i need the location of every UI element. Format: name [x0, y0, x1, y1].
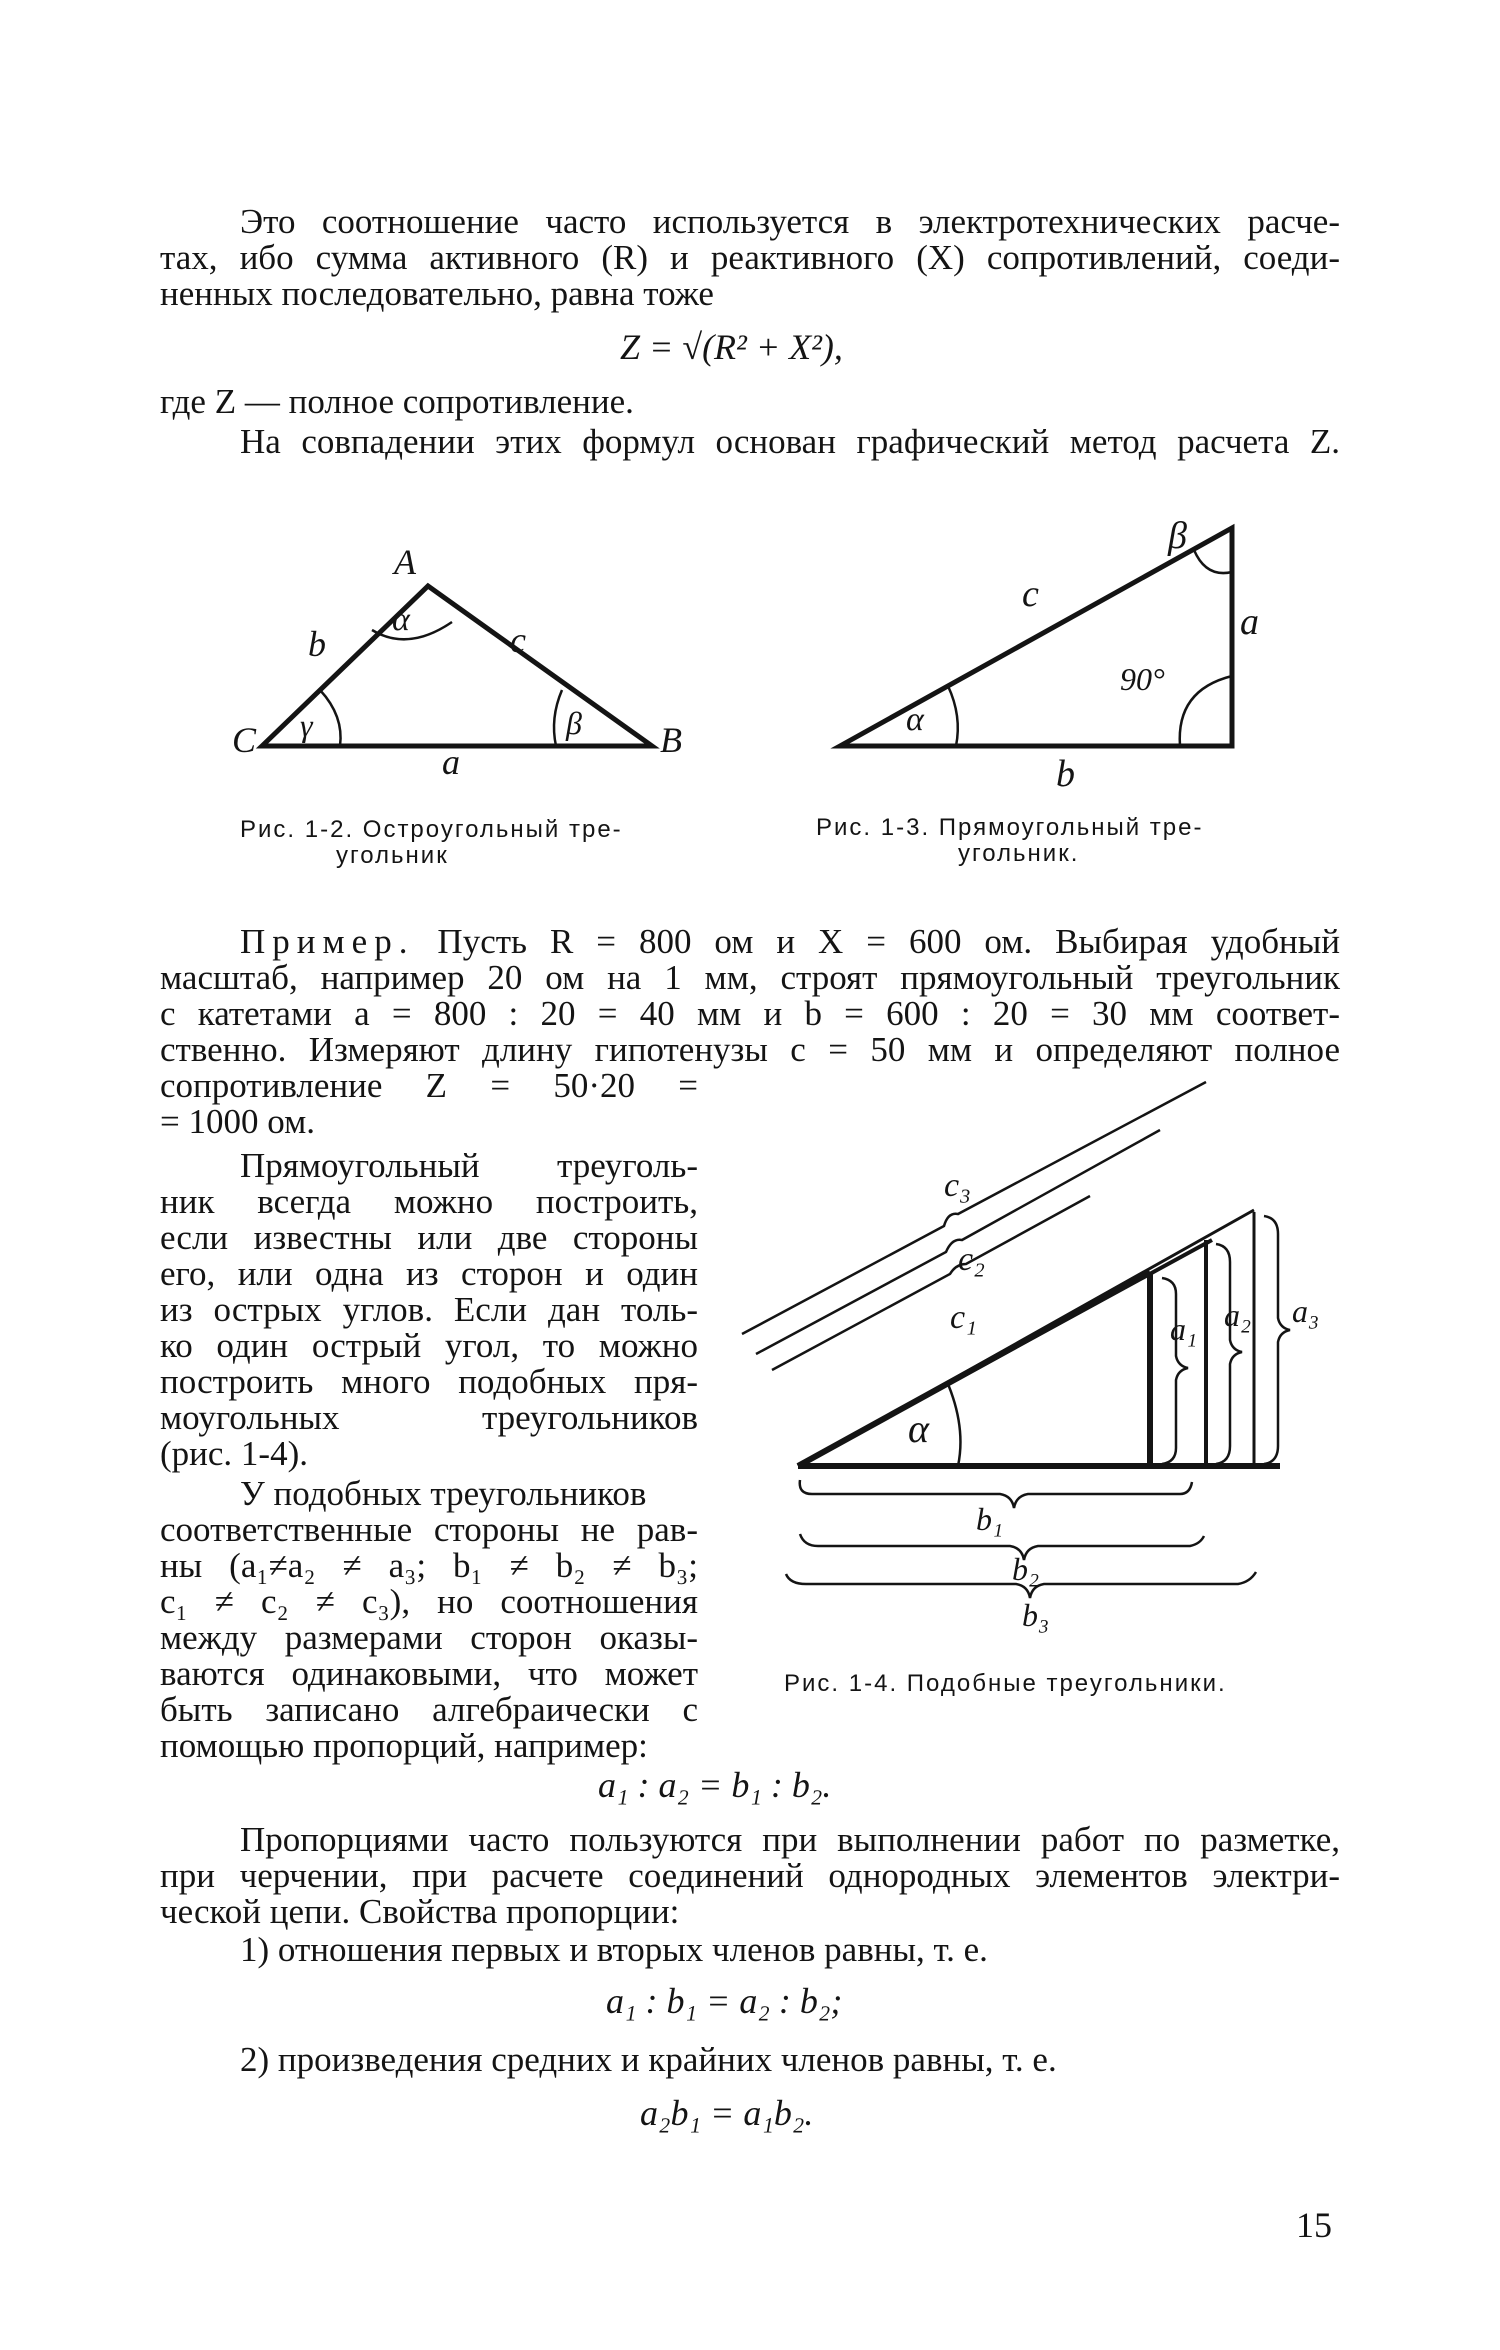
fig14-label-a1: a₁ — [1170, 1311, 1198, 1347]
example-line-5: сопротивление Z = 50·20 = — [160, 1066, 698, 1105]
fig14-brace-a1 — [1162, 1278, 1188, 1464]
formula-item-2: a₂b₁ = a₁b₂. — [640, 2093, 814, 2133]
column-line-6: ко один острый угол, то можно — [160, 1326, 698, 1365]
fig14-label-b2: b₂ — [1012, 1551, 1040, 1587]
fig14-label-a2: a₂ — [1224, 1297, 1252, 1333]
formula-item-1: a₁ : b₁ = a₂ : b₂; — [606, 1981, 843, 2021]
column-line-11: соответственные стороны не рав- — [160, 1510, 698, 1549]
fig14-label-b3: b₃ — [1022, 1597, 1050, 1633]
fig14-label-c2: c₂ — [958, 1241, 985, 1278]
list-item-2: 2) произведения средних и крайних членов равны, т. е. — [240, 2040, 1057, 2079]
fig13-label-b: b — [1056, 753, 1075, 795]
fig13-label-alpha: α — [906, 701, 924, 738]
column-line-2: ник всегда можно построить, — [160, 1182, 698, 1221]
example-label: Пример. — [240, 922, 415, 961]
page-number: 15 — [1296, 2205, 1332, 2245]
fig13-label-beta: β — [1168, 515, 1187, 557]
fig14-label-b1: b₁ — [976, 1501, 1004, 1537]
column-line-9: (рис. 1-4). — [160, 1434, 308, 1473]
fig14-brace-c3 — [742, 1082, 1206, 1334]
example-line-6: = 1000 ом. — [160, 1102, 315, 1141]
column-line-16: быть записано алгебраически с — [160, 1690, 698, 1729]
column-line-8: моугольных треугольников — [160, 1398, 698, 1437]
fig14-label-alpha: α — [908, 1406, 929, 1451]
paragraph-1-line-1: Это соотношение часто используется в электротехнических расче- — [240, 202, 1340, 241]
fig12-label-b: b — [308, 624, 326, 664]
column-line-15: ваются одинаковыми, что может — [160, 1654, 698, 1693]
example-line-1-text: Пусть R = 800 ом и X = 600 ом. Выбирая удобный — [414, 922, 1340, 961]
fig14-brace-c1 — [772, 1196, 1090, 1370]
fig14-brace-a3 — [1264, 1216, 1290, 1464]
list-item-1: 1) отношения первых и вторых членов равны, т. е. — [240, 1930, 988, 1969]
fig12-label-C: C — [232, 720, 257, 760]
fig12-label-a: a — [442, 742, 460, 782]
fig14-brace-a2 — [1216, 1244, 1242, 1464]
paragraph-1-line-3: ненных последовательно, равна тоже — [160, 274, 714, 313]
column-line-17: помощью пропорций, например: — [160, 1726, 648, 1765]
fig12-label-A: A — [394, 542, 416, 582]
example-line-4: ственно. Измеряют длину гипотенузы c = 50 мм и определяют полное — [160, 1030, 1340, 1069]
fig13-label-a: a — [1240, 601, 1259, 643]
example-line-3: с катетами a = 800 : 20 = 40 мм и b = 600 : 20 = 30 мм соответ- — [160, 994, 1340, 1033]
fig12-label-beta: β — [566, 705, 582, 741]
column-line-5: из острых углов. Если дан толь- — [160, 1290, 698, 1329]
fig12-label-gamma: γ — [300, 707, 313, 743]
column-line-7: построить много подобных пря- — [160, 1362, 698, 1401]
fig12-label-alpha: α — [392, 601, 410, 638]
fig13-label-right: 90° — [1120, 661, 1165, 697]
formula-impedance: Z = √(R² + X²), — [620, 327, 843, 367]
column-line-4: его, или одна из сторон и один — [160, 1254, 698, 1293]
paragraph-4-line-3: ческой цепи. Свойства пропорции: — [160, 1892, 680, 1931]
fig14-label-a3: a₃ — [1292, 1293, 1320, 1329]
column-line-10: У подобных треугольников — [240, 1474, 647, 1513]
column-line-3: если известны или две стороны — [160, 1218, 698, 1257]
figure-1-3-caption-line-1: Рис. 1-3. Прямоугольный тре- — [816, 814, 1204, 841]
paragraph-1-line-2: тах, ибо сумма активного (R) и реактивного (X) сопротивлений, соеди- — [160, 238, 1340, 277]
fig14-alpha-arc — [948, 1384, 960, 1466]
paragraph-4-line-1: Пропорциями часто пользуются при выполнении работ по разметке, — [240, 1820, 1340, 1859]
figure-1-3-caption-line-2: угольник. — [958, 840, 1080, 867]
paragraph-3: На совпадении этих формул основан графический метод расчета Z. — [240, 422, 1340, 461]
figure-1-4-caption: Рис. 1-4. Подобные треугольники. — [784, 1670, 1227, 1697]
figure-1-2-caption-line-1: Рис. 1-2. Остроугольный тре- — [240, 816, 623, 843]
example-line-2: масштаб, например 20 ом на 1 мм, строят прямоугольный треугольник — [160, 958, 1340, 997]
column-line-14: между размерами сторон оказы- — [160, 1618, 698, 1657]
column-line-12: ны (a₁≠a₂ ≠ a₃; b₁ ≠ b₂ ≠ b₃; — [160, 1546, 698, 1585]
fig14-label-c3: c₃ — [944, 1167, 971, 1204]
fig12-label-c: c — [510, 620, 526, 660]
formula-proportion: a₁ : a₂ = b₁ : b₂. — [598, 1765, 832, 1805]
fig12-label-B: B — [660, 720, 682, 760]
fig14-brace-b2 — [800, 1534, 1204, 1560]
fig14-label-c1: c₁ — [950, 1299, 977, 1336]
paragraph-4-line-2: при черчении, при расчете соединений однородных элементов электри- — [160, 1856, 1340, 1895]
fig13-label-c: c — [1022, 573, 1039, 615]
column-line-1: Прямоугольный треуголь- — [240, 1146, 698, 1185]
column-line-13: c₁ ≠ c₂ ≠ c₃), но соотношения — [160, 1582, 698, 1621]
figure-1-2-caption-line-2: угольник — [336, 842, 449, 869]
paragraph-2: где Z — полное сопротивление. — [160, 382, 634, 421]
